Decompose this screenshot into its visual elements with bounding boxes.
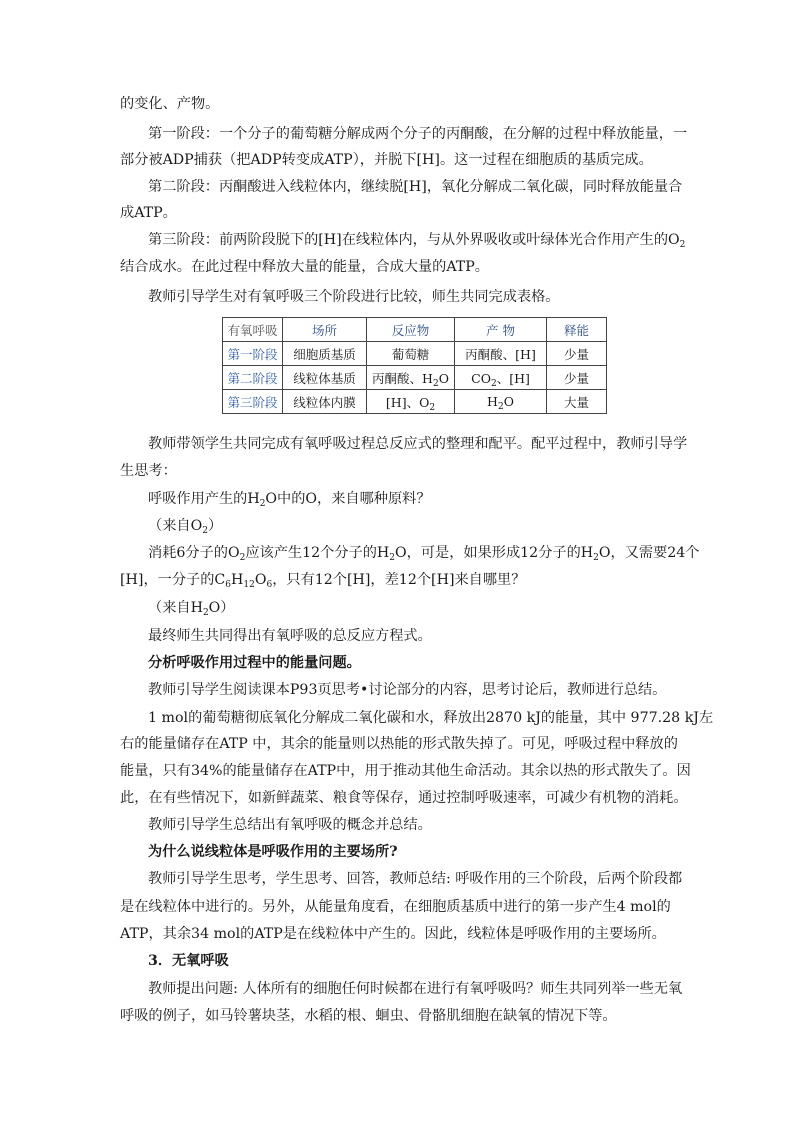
equation-intro-line-2: 生思考： — [120, 463, 177, 479]
anaerobic-line-2: 呼吸的例子，如马铃薯块茎，水稻的根、蛔虫、骨骼肌细胞在缺氧的情况下等。 — [120, 1008, 617, 1024]
mitochondria-line-1: 教师引导学生思考，学生思考、回答，教师总结: 呼吸作用的三个阶段，后两个阶段都 — [148, 871, 683, 887]
product-cell: $CO_2$、[H] — [455, 366, 547, 390]
stage-one-line-2: 部分被ADP捕获（把ADP转变成ATP），并脱下[H]。这一过程在细胞质的基质完成。 — [120, 152, 653, 168]
table-intro: 教师引导学生对有氧呼吸三个阶段进行比较，师生共同完成表格。 — [148, 289, 560, 305]
paragraph-continuation: 的变化、产物。 — [120, 96, 220, 112]
reading-instruction: 教师引导学生阅读课本P93页思考•讨论部分的内容，思考讨论后，教师进行总结。 — [148, 682, 667, 698]
question-two-line-2: [H]，一分子的$C_6H_{12}O_6$，只有12个[H]，差12个[H]来自哪里？ — [120, 572, 526, 590]
header-cell: 有氧呼吸 — [223, 318, 283, 342]
stage-cell: 第三阶段 — [223, 390, 283, 414]
header-cell: 反应物 — [367, 318, 455, 342]
table-header-row — [223, 318, 607, 342]
answer-two: （来自$H_2O$） — [148, 600, 235, 618]
site-cell: 细胞质基质 — [283, 342, 367, 366]
stage-three-line-2: 结合成水。在此过程中释放大量的能量，合成大量的ATP。 — [120, 259, 489, 275]
site-cell: 线粒体基质 — [283, 366, 367, 390]
reactant-cell: [H]、$O_2$ — [367, 390, 455, 414]
answer-one: （来自$O_2$） — [148, 518, 223, 536]
anaerobic-line-1: 教师提出问题: 人体所有的细胞任何时候都在进行有氧呼吸吗？师生共同列举一些无氧 — [148, 981, 683, 997]
section-heading-anaerobic: 3．无氧呼吸 — [148, 953, 229, 969]
energy-line-1: 1 mol的葡萄糖彻底氧化分解成二氧化碳和水，释放出2870 kJ的能量，其中 977.28 kJ左 — [148, 710, 714, 726]
energy-cell: 大量 — [547, 390, 607, 414]
section-heading-energy: 分析呼吸作用过程中的能量问题。 — [148, 655, 361, 671]
product-cell: 丙酮酸、[H] — [455, 342, 547, 366]
mitochondria-line-2: 是在线粒体中进行的。另外，从能量角度看，在细胞质基质中进行的第一步产生4 mol的 — [120, 899, 671, 915]
header-cell: 场所 — [283, 318, 367, 342]
site-cell: 线粒体内膜 — [283, 390, 367, 414]
stage-one-line-1: 第一阶段：一个分子的葡萄糖分解成两个分子的丙酮酸，在分解的过程中释放能量，一 — [148, 126, 688, 142]
question-two-line-1: 消耗6分子的$O_2$应该产生12个分子的$H_2O$，可是，如果形成12分子的$H_2O$，又需要24个 — [148, 545, 700, 563]
reactant-cell: 丙酮酸、$H_2O$ — [367, 366, 455, 390]
table-row — [223, 342, 607, 366]
stage-two-line-2: 成ATP。 — [120, 205, 177, 221]
energy-line-2: 右的能量储存在ATP 中，其余的能量则以热能的形式散失掉了。可见，呼吸过程中释放的 — [120, 736, 678, 752]
section-heading-mitochondria: 为什么说线粒体是呼吸作用的主要场所? — [148, 844, 398, 860]
aerobic-respiration-table — [222, 317, 607, 414]
question-one: 呼吸作用产生的$H_2O$中的O，来自哪种原料？ — [148, 491, 431, 509]
reactant-cell: 葡萄糖 — [367, 342, 455, 366]
stage-three-line-1: 第三阶段：前两阶段脱下的[H]在线粒体内，与从外界吸收或叶绿体光合作用产生的$O_2$ — [148, 232, 686, 250]
stage-cell: 第二阶段 — [223, 366, 283, 390]
energy-line-3: 能量，只有34%的能量储存在ATP中，用于推动其他生命活动。其余以热的形式散失了。因 — [120, 763, 691, 779]
summary-line: 教师引导学生总结出有氧呼吸的概念并总结。 — [148, 817, 432, 833]
product-cell: $H_2O$ — [455, 390, 547, 414]
mitochondria-line-3: ATP，其余34 mol的ATP是在线粒体中产生的。因此，线粒体是呼吸作用的主要场所。 — [120, 926, 666, 942]
equation-intro-line-1: 教师带领学生共同完成有氧呼吸过程总反应式的整理和配平。配平过程中，教师引导学 — [148, 436, 688, 452]
energy-cell: 少量 — [547, 366, 607, 390]
header-cell: 释能 — [547, 318, 607, 342]
energy-line-4: 此，在有些情况下，如新鲜蔬菜、粮食等保存，通过控制呼吸速率，可减少有机物的消耗。 — [120, 790, 688, 806]
stage-two-line-1: 第二阶段：丙酮酸进入线粒体内，继续脱[H]，氧化分解成二氧化碳，同时释放能量合 — [148, 179, 683, 195]
header-cell: 产 物 — [455, 318, 547, 342]
table-row — [223, 390, 607, 414]
table-row — [223, 366, 607, 390]
conclusion-line: 最终师生共同得出有氧呼吸的总反应方程式。 — [148, 628, 432, 644]
energy-cell: 少量 — [547, 342, 607, 366]
stage-cell: 第一阶段 — [223, 342, 283, 366]
